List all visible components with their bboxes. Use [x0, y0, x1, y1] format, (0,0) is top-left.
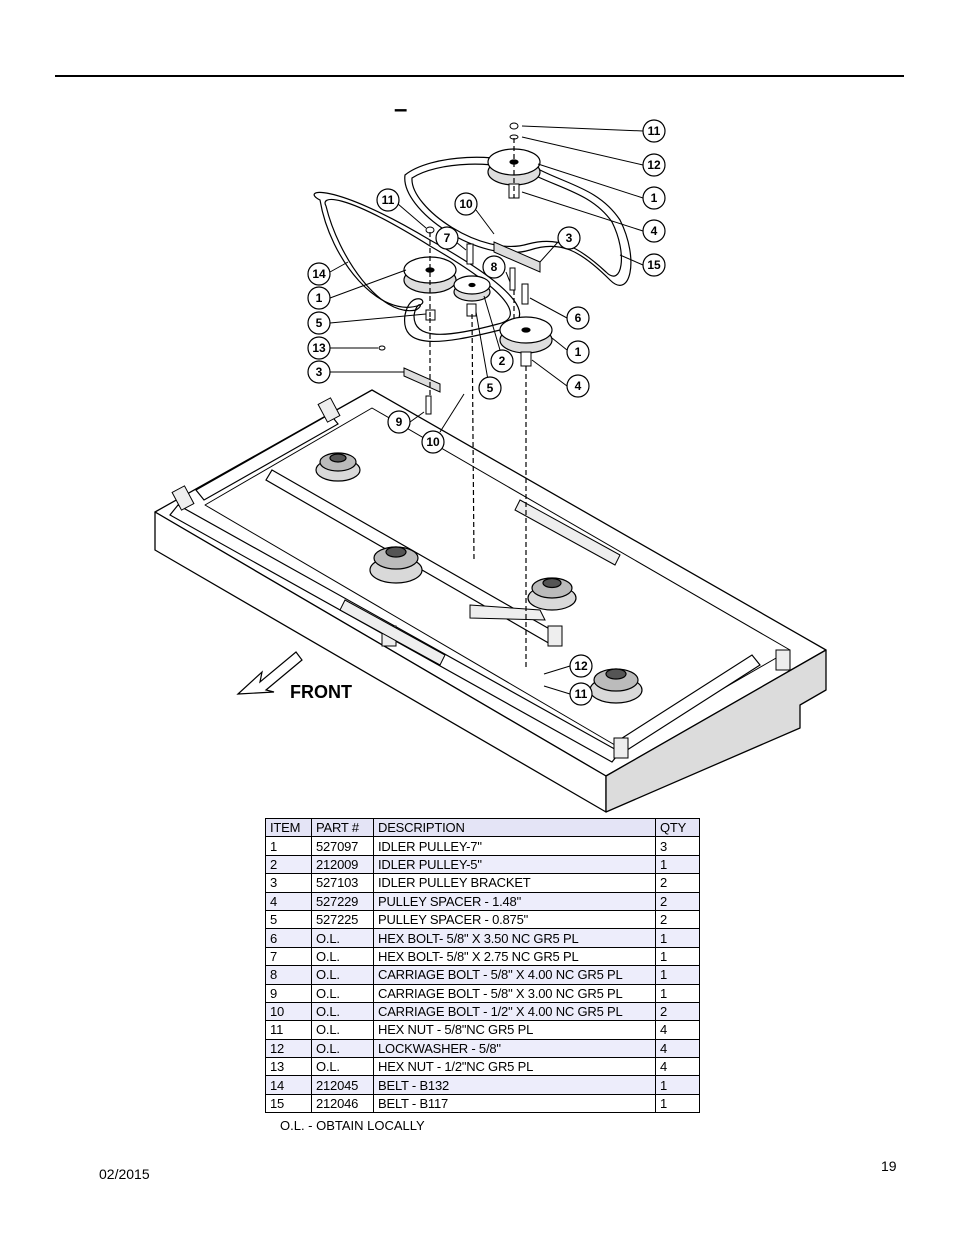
callout-number: 5	[486, 381, 494, 395]
cell-item: 15	[266, 1094, 312, 1112]
callout-number: 3	[315, 365, 323, 379]
cell-description: CARRIAGE BOLT - 5/8" X 3.00 NC GR5 PL	[374, 984, 656, 1002]
table-row	[266, 1039, 700, 1057]
spindle-right-rear	[528, 578, 576, 610]
callout-number: 10	[459, 197, 473, 211]
table-row	[266, 1021, 700, 1039]
cell-part-number: O.L.	[312, 1021, 374, 1039]
cell-qty: 1	[656, 966, 700, 984]
nut-13	[379, 346, 385, 350]
page-number: 19	[881, 1158, 897, 1174]
cell-qty: 2	[656, 874, 700, 892]
cell-part-number: O.L.	[312, 947, 374, 965]
spindle-left	[316, 453, 360, 481]
cell-description: HEX NUT - 1/2"NC GR5 PL	[374, 1058, 656, 1076]
table-row	[266, 910, 700, 928]
cell-description: IDLER PULLEY BRACKET	[374, 874, 656, 892]
cell-qty: 4	[656, 1058, 700, 1076]
callout-number: 13	[312, 341, 326, 355]
spindle-center	[370, 547, 422, 583]
cell-item: 9	[266, 984, 312, 1002]
cell-item: 1	[266, 837, 312, 855]
cell-item: 6	[266, 929, 312, 947]
table-row	[266, 1058, 700, 1076]
spindle-right-front	[590, 669, 642, 703]
cell-item: 2	[266, 855, 312, 873]
cell-description: IDLER PULLEY-7"	[374, 837, 656, 855]
header-qty: QTY	[656, 819, 700, 837]
cell-qty: 4	[656, 1021, 700, 1039]
table-row	[266, 1094, 700, 1112]
callout-number: 7	[443, 231, 451, 245]
cell-part-number: 527225	[312, 910, 374, 928]
table-row	[266, 1076, 700, 1094]
cell-part-number: 527229	[312, 892, 374, 910]
cell-description: CARRIAGE BOLT - 5/8" X 4.00 NC GR5 PL	[374, 966, 656, 984]
cell-item: 5	[266, 910, 312, 928]
cell-qty: 1	[656, 947, 700, 965]
cell-description: HEX BOLT- 5/8" X 2.75 NC GR5 PL	[374, 947, 656, 965]
callout-number: 1	[315, 291, 323, 305]
table-row	[266, 947, 700, 965]
callout-number: 10	[426, 435, 440, 449]
callout-number: 4	[650, 224, 658, 238]
cell-description: BELT - B132	[374, 1076, 656, 1094]
table-row	[266, 966, 700, 984]
callout-number: 6	[574, 311, 582, 325]
cell-item: 4	[266, 892, 312, 910]
callout-number: 8	[490, 260, 498, 274]
cell-part-number: 527103	[312, 874, 374, 892]
bracket-5	[776, 650, 790, 670]
bolt-8	[510, 268, 515, 290]
callout-number: 14	[312, 267, 326, 281]
bracket-6	[614, 738, 628, 758]
parts-table-header	[266, 819, 700, 837]
bolt-6	[522, 284, 528, 304]
cell-description: BELT - B117	[374, 1094, 656, 1112]
pulley-right	[500, 317, 552, 353]
header-description: DESCRIPTION	[374, 819, 656, 837]
cell-part-number: O.L.	[312, 966, 374, 984]
callout-number: 1	[574, 345, 582, 359]
table-row	[266, 929, 700, 947]
table-row	[266, 855, 700, 873]
table-row	[266, 984, 700, 1002]
cell-qty: 3	[656, 837, 700, 855]
footer-date: 02/2015	[99, 1166, 150, 1182]
callout-number: 9	[395, 415, 403, 429]
table-row	[266, 892, 700, 910]
cell-qty: 1	[656, 1094, 700, 1112]
cell-item: 7	[266, 947, 312, 965]
cell-qty: 1	[656, 984, 700, 1002]
callout-number: 3	[565, 231, 573, 245]
cell-item: 8	[266, 966, 312, 984]
front-label: FRONT	[290, 682, 352, 702]
callout-number: 15	[647, 258, 661, 272]
table-row	[266, 837, 700, 855]
cell-description: CARRIAGE BOLT - 1/2" X 4.00 NC GR5 PL	[374, 1002, 656, 1020]
cell-qty: 1	[656, 1076, 700, 1094]
header-part: PART #	[312, 819, 374, 837]
nut-top	[510, 123, 518, 129]
bracket-lower	[404, 368, 440, 392]
parts-table	[265, 818, 700, 1113]
title-dash: –	[394, 96, 408, 123]
cell-qty: 1	[656, 929, 700, 947]
cell-item: 3	[266, 874, 312, 892]
cell-qty: 2	[656, 1002, 700, 1020]
cell-item: 12	[266, 1039, 312, 1057]
spacer-right	[521, 352, 531, 366]
cell-description: HEX NUT - 5/8"NC GR5 PL	[374, 1021, 656, 1039]
cell-part-number: 212046	[312, 1094, 374, 1112]
cell-item: 10	[266, 1002, 312, 1020]
bolt-9	[426, 396, 431, 414]
callout-number: 4	[574, 379, 582, 393]
cell-description: HEX BOLT- 5/8" X 3.50 NC GR5 PL	[374, 929, 656, 947]
table-row	[266, 1002, 700, 1020]
cell-item: 11	[266, 1021, 312, 1039]
callout-number: 12	[574, 659, 588, 673]
callout-number: 2	[498, 354, 506, 368]
cell-part-number: 212009	[312, 855, 374, 873]
cell-description: IDLER PULLEY-5"	[374, 855, 656, 873]
obtain-locally-note: O.L. - OBTAIN LOCALLY	[280, 1118, 425, 1133]
cell-qty: 1	[656, 855, 700, 873]
bolt-7	[467, 244, 473, 264]
cell-qty: 2	[656, 910, 700, 928]
cell-part-number: 212045	[312, 1076, 374, 1094]
cell-description: LOCKWASHER - 5/8"	[374, 1039, 656, 1057]
callout-number: 12	[647, 158, 661, 172]
cell-description: PULLEY SPACER - 0.875"	[374, 910, 656, 928]
callout-number: 11	[574, 687, 588, 701]
callout-number: 11	[381, 193, 395, 207]
callout-number: 11	[647, 124, 661, 138]
cell-part-number: 527097	[312, 837, 374, 855]
cell-qty: 4	[656, 1039, 700, 1057]
table-row	[266, 874, 700, 892]
bracket-4	[548, 626, 562, 646]
cell-part-number: O.L.	[312, 1002, 374, 1020]
cell-part-number: O.L.	[312, 984, 374, 1002]
cell-item: 14	[266, 1076, 312, 1094]
header-item: ITEM	[266, 819, 312, 837]
callout-number: 5	[315, 316, 323, 330]
cell-part-number: O.L.	[312, 1058, 374, 1076]
cell-part-number: O.L.	[312, 929, 374, 947]
cell-item: 13	[266, 1058, 312, 1076]
cell-qty: 2	[656, 892, 700, 910]
callout-number: 1	[650, 191, 658, 205]
cell-description: PULLEY SPACER - 1.48"	[374, 892, 656, 910]
cell-part-number: O.L.	[312, 1039, 374, 1057]
